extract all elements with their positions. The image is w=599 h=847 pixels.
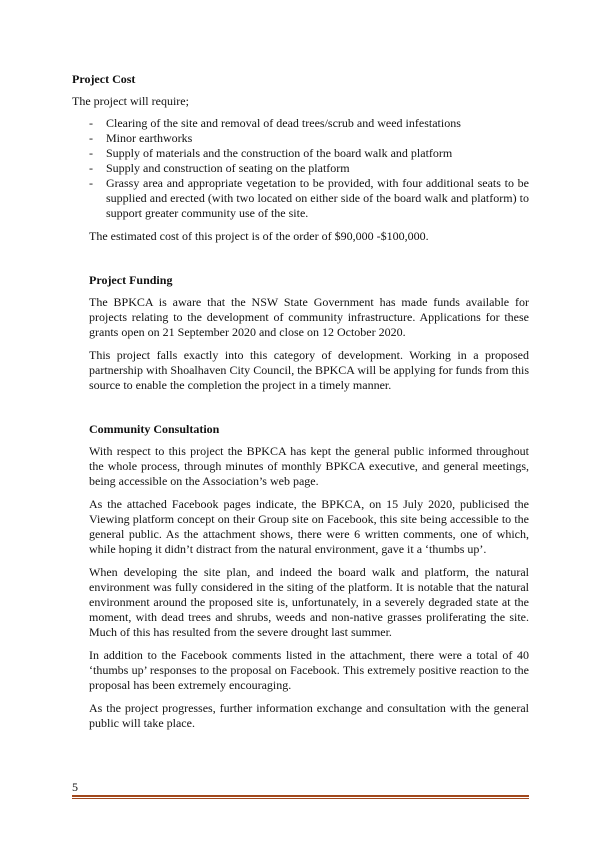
project-funding-section [72,273,529,393]
list-item: - Clearing of the site and removal of dead trees/scrub and weed infestations [89,116,461,130]
page-number: 5 [72,780,78,794]
cost-estimate: The estimated cost of this project is of the order of $90,000 -$100,000. [89,229,429,243]
bullet-dash: - [89,161,93,175]
footer-rule [72,795,529,797]
list-item: - Grassy area and appropriate vegetation to be provided, with four additional seats to be supplied and erected (with two located on either side of the board walk and platform) to support greater community use of the site. [89,176,529,220]
consultation-paragraph: With respect to this project the BPKCA has kept the general public informed throughout the whole process, through minutes of monthly BPKCA executive, and general meetings, being accessible on the Association’s web page. [89,444,529,488]
bullet-dash: - [89,131,93,145]
bullet-dash: - [89,146,93,160]
list-item: - Minor earthworks [89,131,193,145]
funding-paragraph: This project falls exactly into this category of development. Working in a proposed partnership with Shoalhaven City Council, the BPKCA will be applying for funds from this source to enable the completion the project in a timely manner. [89,348,529,392]
project-cost-list [72,116,529,221]
list-item: - Supply of materials and the construction of the board walk and platform [89,146,453,160]
bullet-dash: - [89,176,93,190]
bullet-dash: - [89,116,93,130]
project-cost-section [72,72,529,244]
consultation-paragraph: As the project progresses, further information exchange and consultation with the general public will take place. [89,701,529,730]
funding-paragraph: The BPKCA is aware that the NSW State Government has made funds available for projects relating to the development of community infrastructure. Applications for these grants open on 21 September 2020 and close on 12 October 2020. [89,295,529,339]
community-consultation-heading: Community Consultation [89,422,220,436]
project-cost-intro: The project will require; [72,94,189,108]
consultation-paragraph: As the attached Facebook pages indicate, the BPKCA, on 15 July 2020, publicised the Viewing platform concept on their Group site on Facebook, this site being accessible to the general public. As the attachment shows, there were 6 written comments, one of which, while hoping it didn’t distract from the natural environment, gave it a ‘thumbs up’. [89,497,529,556]
community-consultation-section [72,422,529,731]
page-content [72,72,529,731]
footer-rule-thin [72,798,529,799]
project-cost-heading: Project Cost [72,72,136,86]
consultation-paragraph: In addition to the Facebook comments listed in the attachment, there were a total of 40 ‘thumbs up’ responses to the proposal on Facebook. This extremely positive reaction to the proposal has been extremely encouraging. [89,648,529,692]
list-item: - Supply and construction of seating on the platform [89,161,350,175]
project-funding-heading: Project Funding [89,273,173,287]
consultation-paragraph: When developing the site plan, and indeed the board walk and platform, the natural environment was fully considered in the siting of the platform. It is notable that the natural environment around the proposed site is, unfortunately, in a severely degraded state at the moment, with dead trees and shrubs, weeds and non-native grasses proliferating the site. Much of this has resulted from the severe drought last summer. [89,565,529,639]
